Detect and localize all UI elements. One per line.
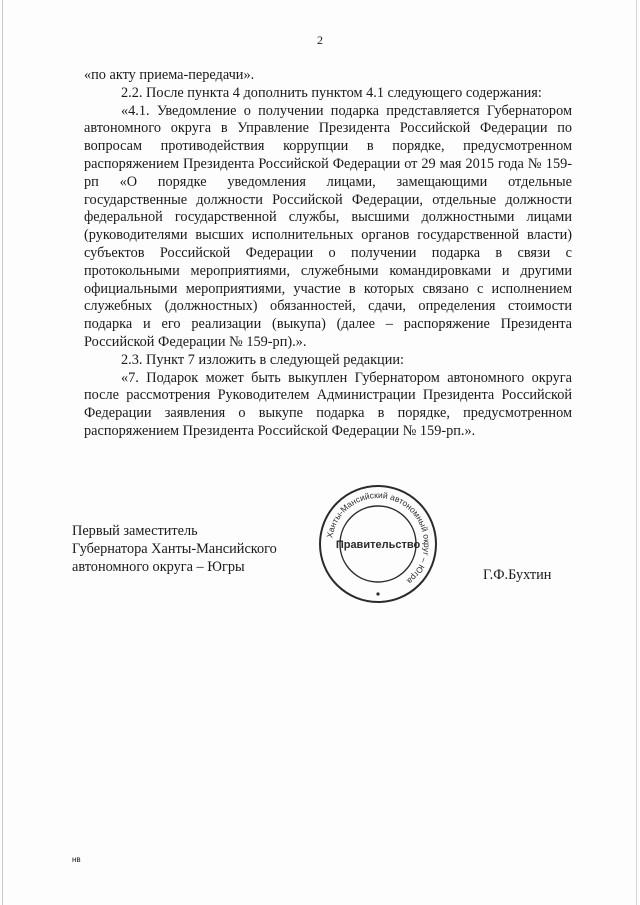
paragraph-2: 2.2. После пункта 4 дополнить пунктом 4.1 следующего содержания:	[121, 84, 542, 101]
signatory-title-line-1: Первый заместитель	[72, 523, 198, 539]
paragraph-1: «по акту приема-передачи».	[84, 67, 255, 83]
signatory-title-line-2: Губернатора Ханты-Мансийского	[72, 541, 277, 557]
paragraph-3: «4.1. Уведомление о получении подарка представляется Губернатором автономного округа в Управление Президента Российской Федерации по вопросам противодействия коррупции в порядке, предусмотренном распоряжением Президента Российской Федерации от 29 мая 2015 года № 159-рп «О порядке уведомления лицами, замещающими отдельные государственные должности Российской Федерации, отдельные должности федеральной государственной службы, высшими должностными лицами (руководителями высших исполнительных органов государственной власти) субъектов Российской Федерации о получении подарка в связи с протокольными мероприятиями, служебными командировками и другими официальными мероприятиями, участие в которых связано с исполнением служебных (должностных) обязанностей, сдачи, определения стоимости подарка и его реализации (выкупа) (далее – распоряжение Президента Российской Федерации № 159-рп).».	[84, 102, 572, 350]
paragraph-5: «7. Подарок может быть выкуплен Губернатором автономного округа после рассмотрения Руководителем Администрации Президента Российской Федерации заявления о выкупе подарка в порядке, предусмотренном распоряжением Президента Российской Федерации № 159-рп.».	[84, 369, 572, 439]
scan-edge-right	[636, 0, 637, 905]
footer-mark: нв	[72, 855, 81, 864]
document-body	[84, 67, 572, 441]
official-seal	[316, 482, 440, 606]
seal-center-text: Правительство	[335, 539, 421, 551]
signatory-title	[72, 522, 277, 576]
signatory-title-line-3: автономного округа – Югры	[72, 559, 245, 575]
signatory-name: Г.Ф.Бухтин	[483, 567, 552, 583]
seal-ring-text: Ханты-Мансийский автономный округ – Югра	[324, 489, 433, 587]
seal-star	[376, 592, 379, 595]
scan-edge-left	[2, 0, 3, 905]
page-number: 2	[317, 33, 323, 47]
paragraph-4: 2.3. Пункт 7 изложить в следующей редакции:	[121, 351, 404, 368]
